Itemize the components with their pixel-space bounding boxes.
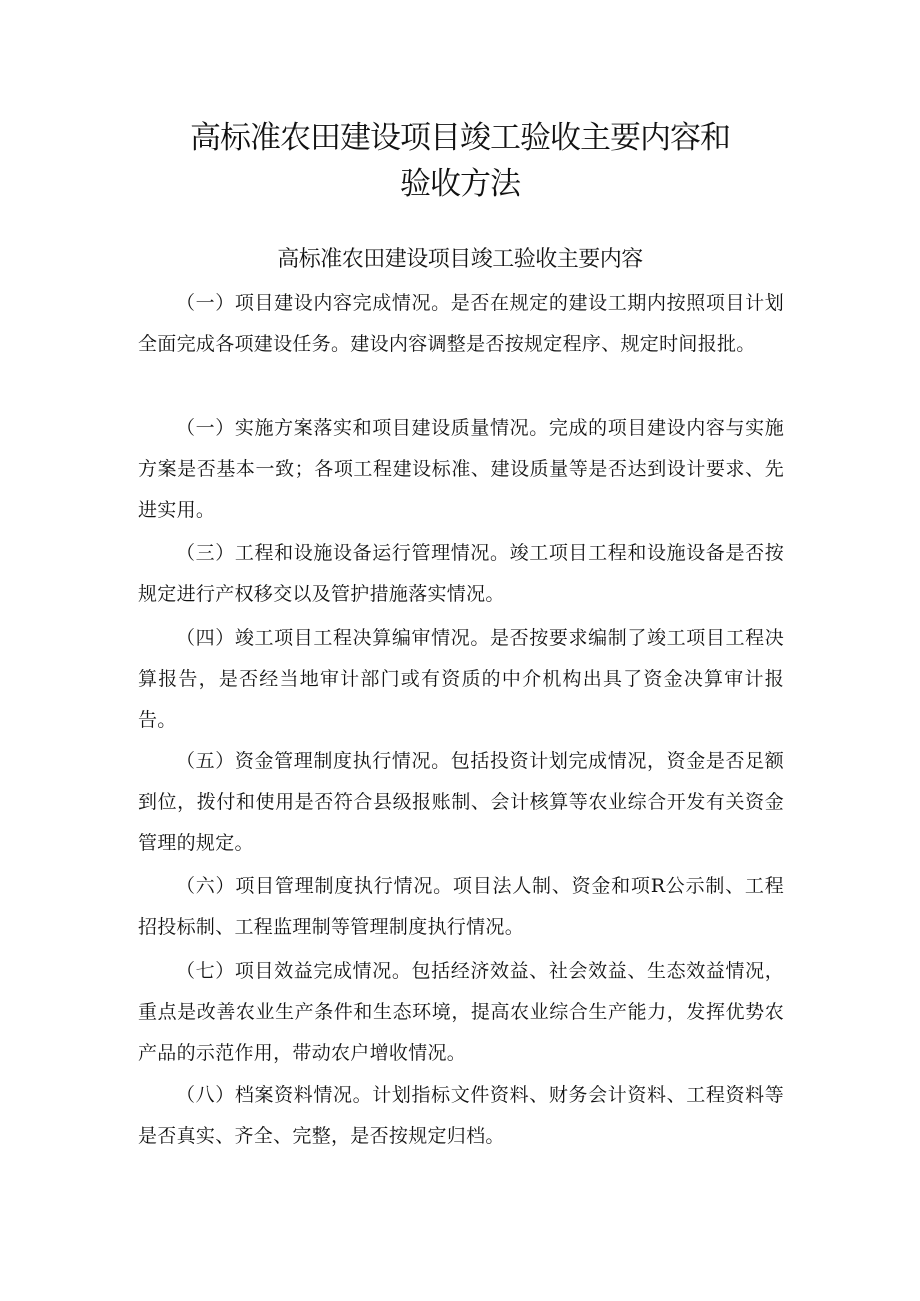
paragraph-6: （六）项目管理制度执行情况。项目法人制、资金和项R公示制、工程招投标制、工程监理制等管理制度执行情况。 [138, 875, 784, 938]
paragraph-3: （三）工程和设施设备运行管理情况。竣工项目工程和设施设备是否按规定进行产权移交以及管护措施落实情况。 [138, 542, 784, 605]
document-title-line-2: 验收方法 [400, 166, 520, 202]
document-title-line-1: 高标准农田建设项目竣工验收主要内容和 [190, 120, 730, 156]
paragraph-2: （一）实施方案落实和项目建设质量情况。完成的项目建设内容与实施方案是否基本一致；各项工程建设标准、建设质量等是否达到设计要求、先进实用。 [138, 417, 784, 521]
section-heading: 高标准农田建设项目竣工验收主要内容 [277, 247, 643, 272]
paragraph-8: （八）档案资料情况。计划指标文件资料、财务会计资料、工程资料等是否真实、齐全、完整，是否按规定归档。 [138, 1084, 784, 1147]
paragraph-1: （一）项目建设内容完成情况。是否在规定的建设工期内按照项目计划全面完成各项建设任务。建设内容调整是否按规定程序、规定时间报批。 [138, 292, 784, 355]
paragraph-4: （四）竣工项目工程决算编审情况。是否按要求编制了竣工项目工程决算报告，是否经当地审计部门或有资质的中介机构出具了资金决算审计报告。 [138, 627, 784, 731]
paragraph-7: （七）项目效益完成情况。包括经济效益、社会效益、生态效益情况，重点是改善农业生产条件和生态环境，提高农业综合生产能力，发挥优势农产品的示范作用，带动农户增收情况。 [138, 960, 784, 1064]
paragraph-5: （五）资金管理制度执行情况。包括投资计划完成情况，资金是否足额到位，拨付和使用是否符合县级报账制、会计核算等农业综合开发有关资金管理的规定。 [138, 750, 784, 854]
